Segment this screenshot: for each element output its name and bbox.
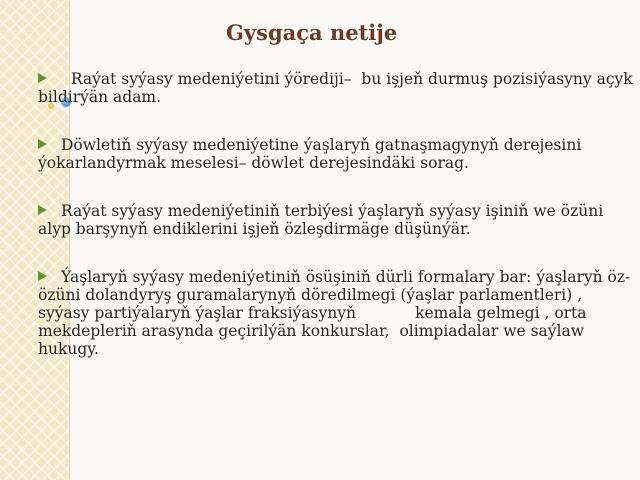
bullet-item [38, 202, 633, 238]
arrow-bullet-icon [38, 139, 47, 149]
bullet-item [38, 268, 633, 358]
slide-title: Gysgaça netije [226, 20, 398, 45]
bullet-text: Döwletiň syýasy medeniýetine ýaşlaryň gatnaşmagynyň derejesini ýokarlandyrmak meselesi– döwlet derejesindäki sorag. [38, 136, 582, 172]
bullet-text: Raýat syýasy medeniýetini ýörediji– bu işjeň durmuş pozisiýasyny açyk bildirýän adam. [38, 70, 638, 106]
bullet-text: Raýat syýasy medeniýetiniň terbiýesi ýaşlaryň syýasy işiniň we özüni alyp barşynyň endiklerini işjeň özleşdirmäge düşünýär. [38, 202, 604, 238]
arrow-bullet-icon [38, 73, 47, 83]
bullet-item [38, 70, 638, 106]
bullet-text: Ýaşlaryň syýasy medeniýetiniň ösüşiniň dürli formalary bar: ýaşlaryň öz-özüni dolandyryş guramalarynyň döredilmegi (ýaşlar parlamentleri) , syýasy partiýalaryň ýaşlar fraksiýasynyň kemala gelmegi , orta mekdepleriň arasynda geçirilýän konkurslar, olimpiadalar we saýlaw hukugy. [38, 268, 631, 358]
arrow-bullet-icon [38, 271, 47, 281]
bullet-list [38, 70, 638, 388]
bullet-item [38, 136, 633, 172]
arrow-bullet-icon [38, 205, 47, 215]
